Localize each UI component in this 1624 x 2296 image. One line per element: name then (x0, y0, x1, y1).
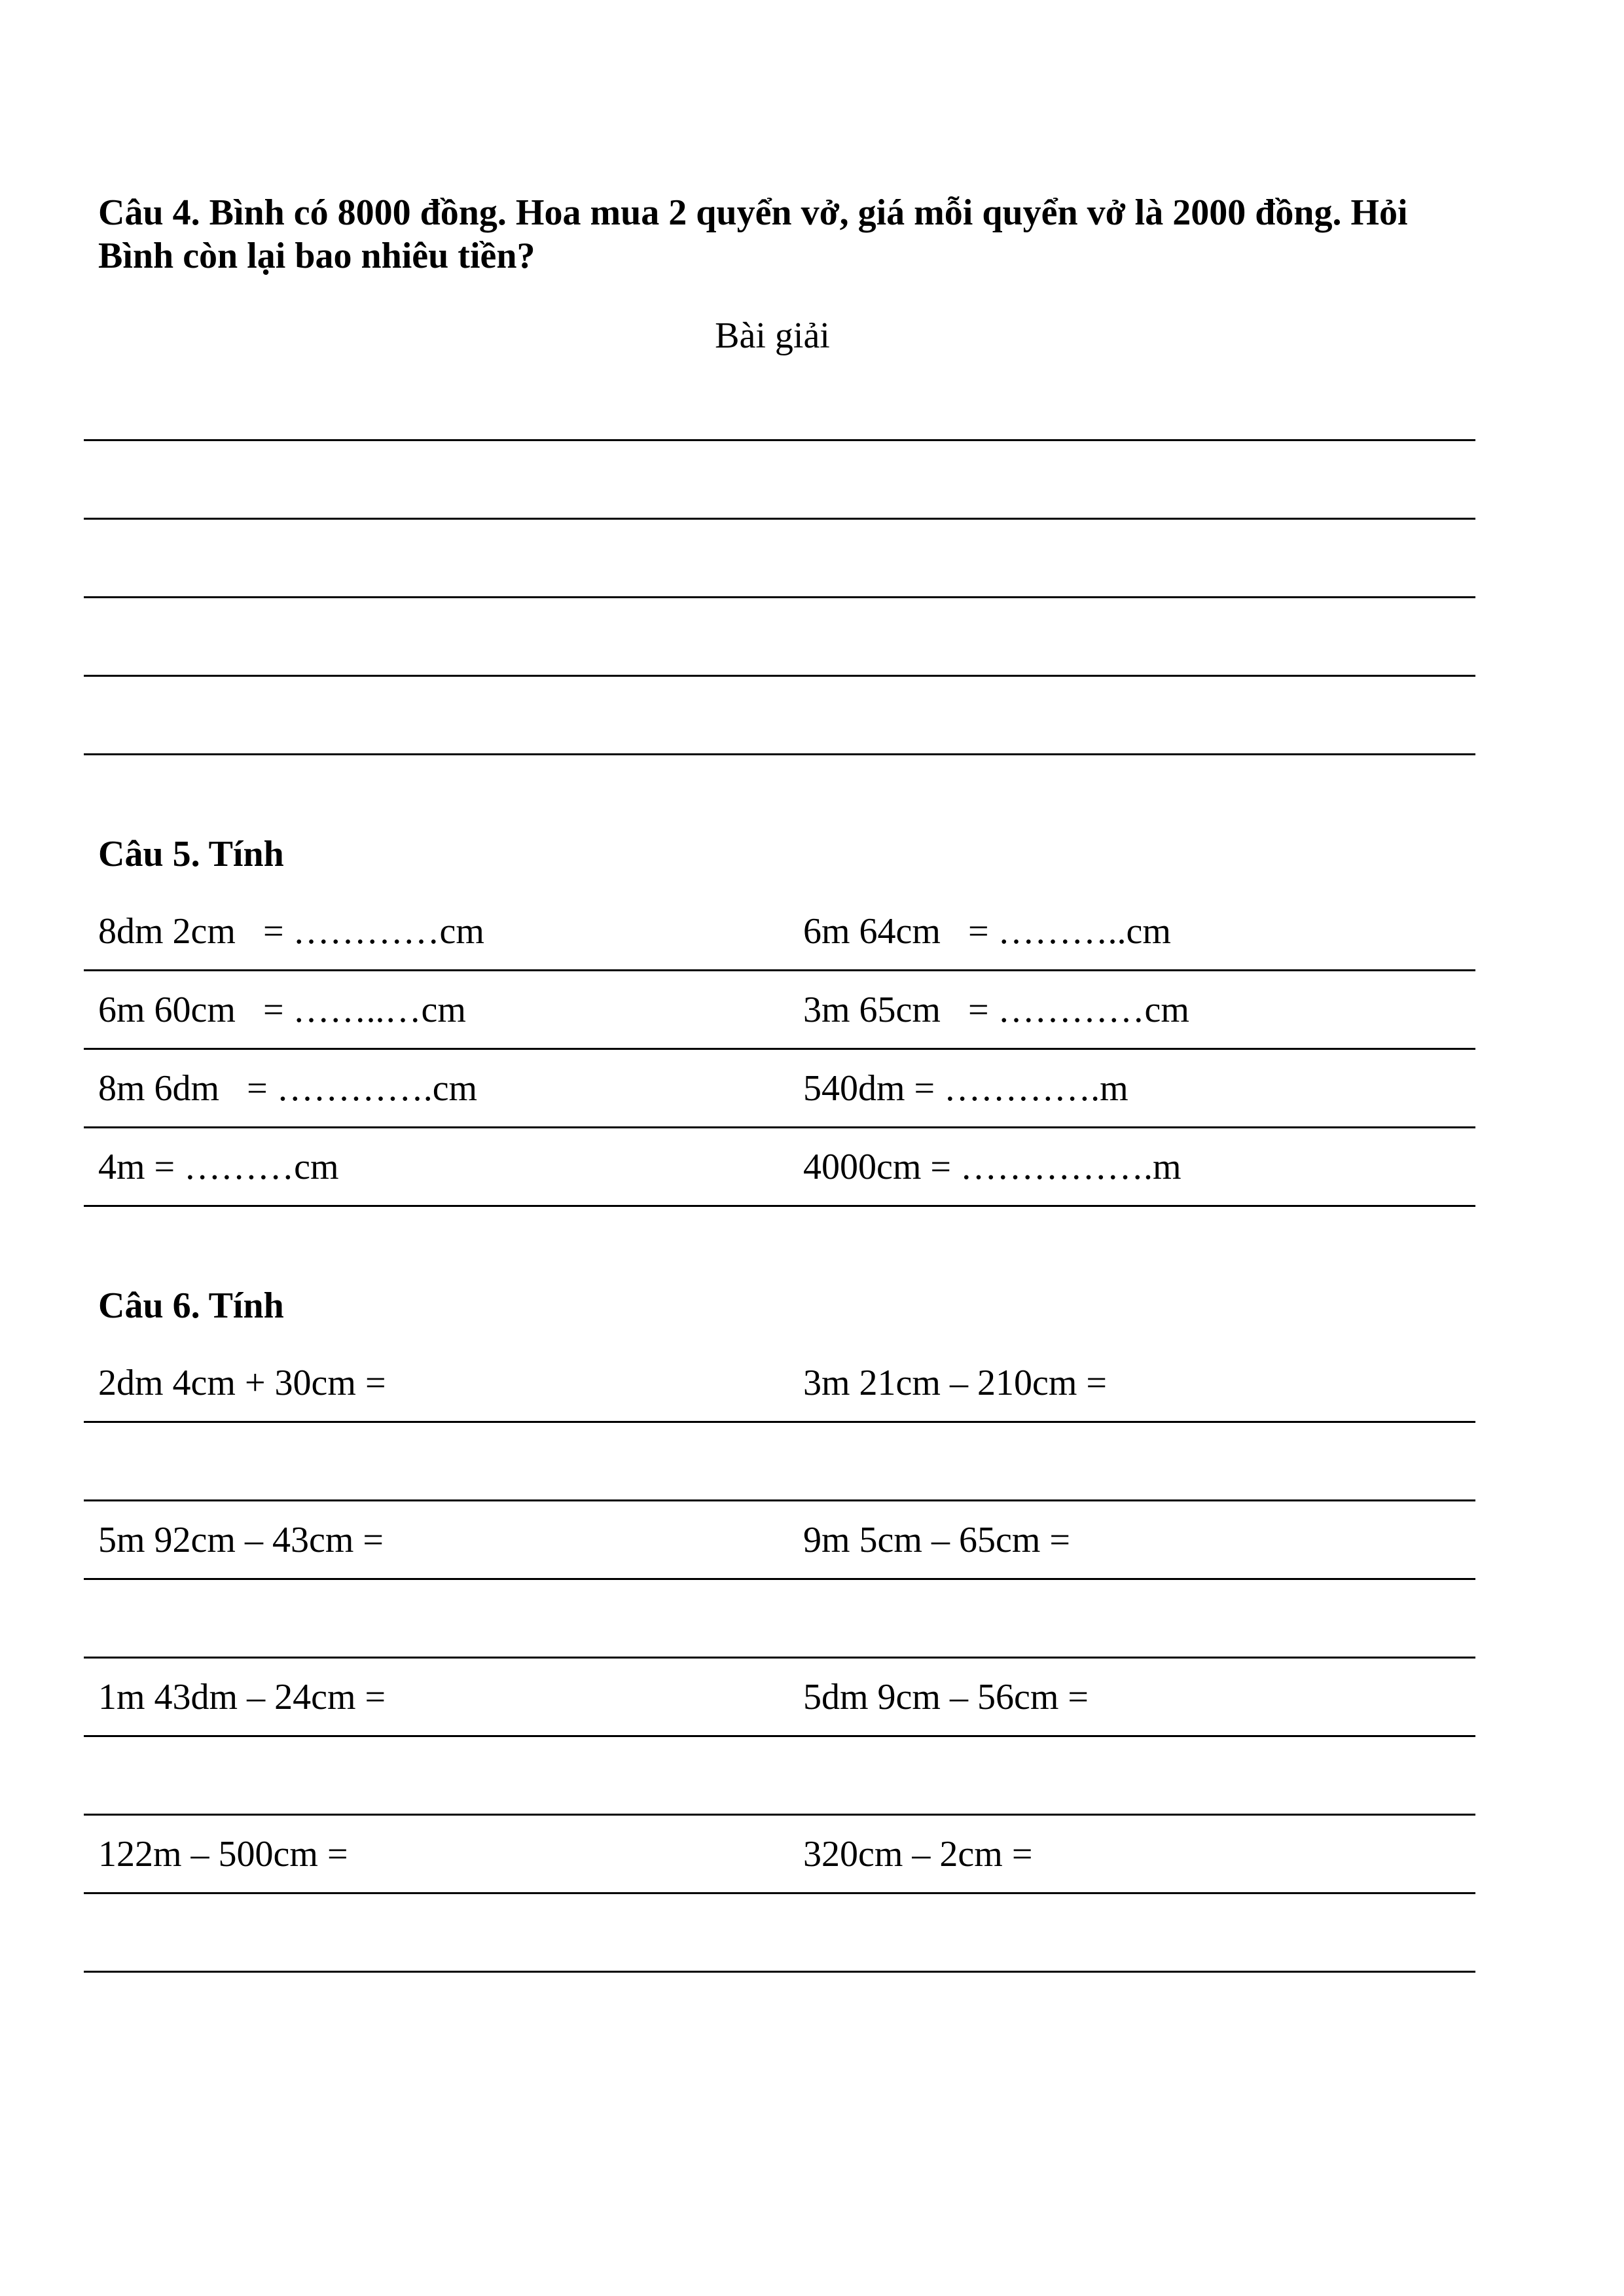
question-6-heading: Câu 6. Tính (98, 1285, 284, 1326)
q6-row4-line (84, 1892, 1475, 1894)
q5-row2-right: 3m 65cm = …………cm (803, 990, 1189, 1030)
q6-row3-line (84, 1735, 1475, 1737)
answer-line-1 (84, 439, 1475, 441)
q6-row1-answer-line (84, 1499, 1475, 1501)
q6-row1-left: 2dm 4cm + 30cm = (98, 1363, 386, 1403)
q6-row4-answer-line (84, 1971, 1475, 1973)
q6-row4-right: 320cm – 2cm = (803, 1834, 1033, 1874)
q5-row3-line (84, 1126, 1475, 1128)
answer-line-2 (84, 518, 1475, 520)
q6-row3-right: 5dm 9cm – 56cm = (803, 1677, 1089, 1717)
answer-line-3 (84, 596, 1475, 598)
q5-row4-right: 4000cm = …………….m (803, 1147, 1182, 1187)
q6-row2-left: 5m 92cm – 43cm = (98, 1520, 384, 1560)
q6-row3-answer-line (84, 1814, 1475, 1816)
q6-row2-line (84, 1578, 1475, 1580)
q5-row4-line (84, 1205, 1475, 1207)
q5-row3-left: 8m 6dm = ………….cm (98, 1068, 478, 1109)
q6-row3-left: 1m 43dm – 24cm = (98, 1677, 386, 1717)
q6-row1-line (84, 1421, 1475, 1423)
q5-row1-right: 6m 64cm = ………..cm (803, 911, 1171, 952)
q6-row1-right: 3m 21cm – 210cm = (803, 1363, 1107, 1403)
solution-label: Bài giải (715, 315, 830, 356)
question-5-heading: Câu 5. Tính (98, 834, 284, 874)
q6-row4-left: 122m – 500cm = (98, 1834, 348, 1874)
answer-line-4 (84, 675, 1475, 677)
q5-row3-right: 540dm = ………….m (803, 1068, 1128, 1109)
q5-row1-left: 8dm 2cm = …………cm (98, 911, 484, 952)
q5-row2-left: 6m 60cm = ……..…cm (98, 990, 466, 1030)
q5-row1-line (84, 969, 1475, 971)
answer-line-5 (84, 753, 1475, 755)
q6-row2-answer-line (84, 1657, 1475, 1659)
q5-row4-left: 4m = ………cm (98, 1147, 339, 1187)
q6-row2-right: 9m 5cm – 65cm = (803, 1520, 1070, 1560)
question-4-text: Câu 4. Bình có 8000 đồng. Hoa mua 2 quyển vở, giá mỗi quyển vở là 2000 đồng. Hỏi Bình còn lại bao nhiêu tiền? (98, 192, 1408, 276)
q5-row2-line (84, 1048, 1475, 1050)
